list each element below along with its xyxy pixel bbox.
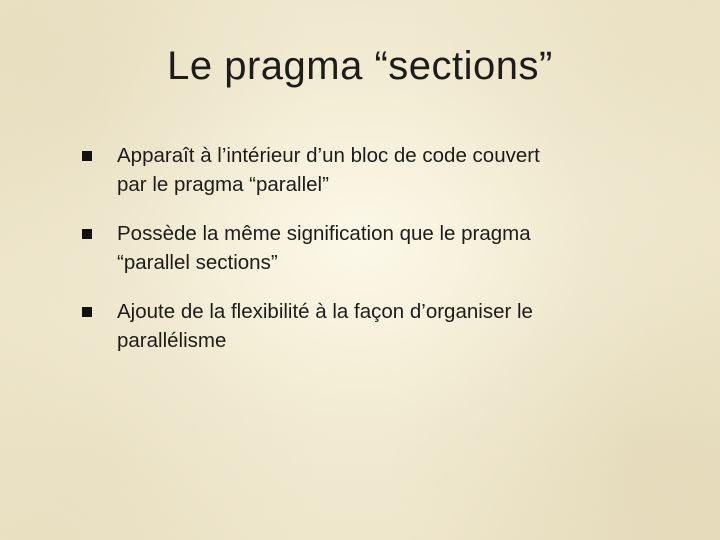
- bullet-text-line: “parallel sections”: [117, 251, 278, 274]
- slide-title: Le pragma “sections”: [167, 44, 553, 88]
- bullet-list: [82, 141, 642, 375]
- bullet-item: [82, 219, 642, 277]
- square-bullet-icon: [82, 151, 92, 161]
- bullet-item: [82, 297, 642, 355]
- square-bullet-icon: [82, 307, 92, 317]
- bullet-text-line: par le pragma “parallel”: [117, 173, 329, 196]
- bullet-text-line: parallélisme: [117, 329, 227, 352]
- bullet-item: [82, 141, 642, 199]
- bullet-text-line: Possède la même signification que le pragma: [117, 222, 531, 245]
- square-bullet-icon: [82, 229, 92, 239]
- bullet-text-line: Ajoute de la flexibilité à la façon d’organiser le: [117, 300, 533, 323]
- bullet-text-line: Apparaît à l’intérieur d’un bloc de code couvert: [117, 144, 540, 167]
